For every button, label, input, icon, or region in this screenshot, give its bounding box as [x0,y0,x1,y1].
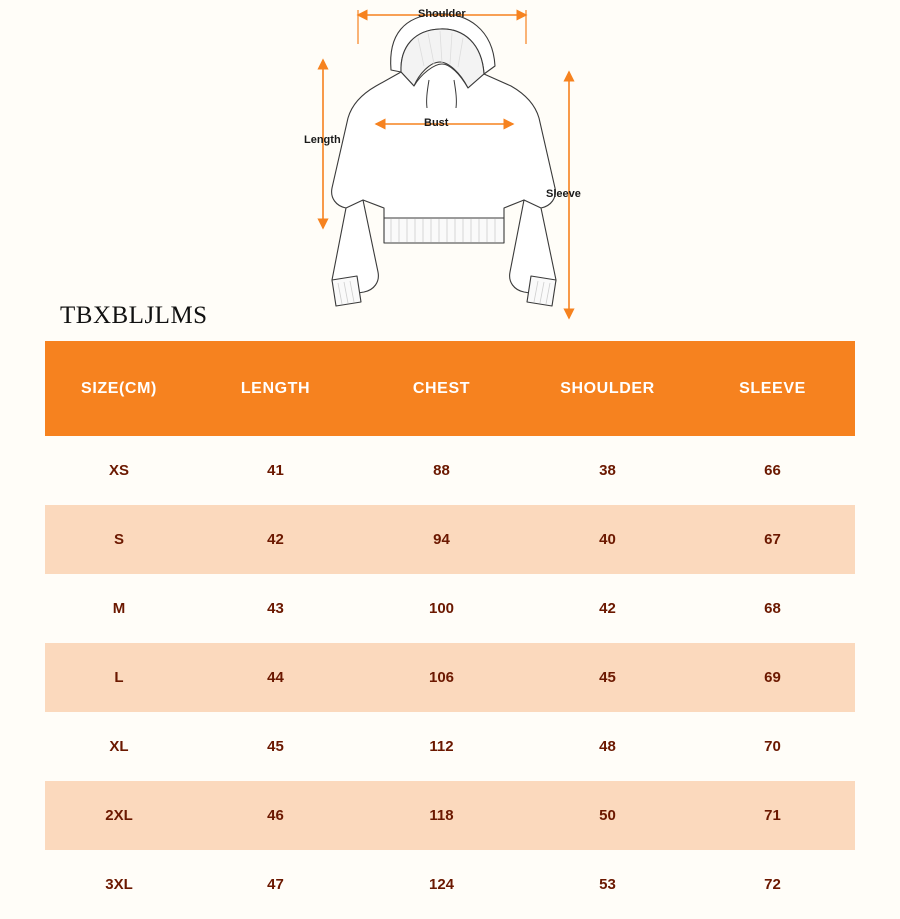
cell-sleeve: 66 [764,462,781,479]
cell-chest: 112 [429,738,454,755]
table-row [45,643,855,712]
dimension-label-sleeve: Sleeve [546,188,581,200]
cell-shoulder: 53 [599,876,616,893]
brand-name: TBXBLJLMS [60,302,208,329]
table-row [45,712,855,781]
hoodie-illustration [288,0,618,330]
table-row [45,436,855,505]
cell-size: XL [109,738,129,755]
cell-sleeve: 72 [764,876,781,893]
cell-length: 44 [193,643,358,712]
cell-length: 46 [193,781,358,850]
cell-length: 45 [267,738,284,755]
column-header-size: SIZE(CM) [45,341,193,436]
cell-chest: 94 [358,505,525,574]
cell-chest: 100 [428,600,455,617]
cell-size: S [45,505,193,574]
dimension-label-length: Length [304,134,341,146]
dimension-label-bust: Bust [424,117,449,129]
cell-shoulder: 38 [599,462,616,479]
cell-sleeve: 71 [690,781,855,850]
cell-shoulder: 50 [525,781,690,850]
table-row [45,781,855,850]
cell-shoulder: 40 [525,505,690,574]
cell-size: 3XL [105,876,133,893]
table-row [45,505,855,574]
cell-chest: 118 [358,781,525,850]
cell-sleeve: 69 [690,643,855,712]
cell-sleeve: 68 [764,600,781,617]
table-row [45,850,855,919]
dimension-label-shoulder: Shoulder [418,8,466,20]
cell-sleeve: 70 [764,738,781,755]
cell-shoulder: 42 [599,600,616,617]
cell-size: L [45,643,193,712]
table-header-row [45,341,855,436]
table-row [45,574,855,643]
cell-length: 47 [267,876,284,893]
size-diagram [0,0,900,330]
size-chart-table [45,341,855,919]
cell-chest: 88 [433,462,450,479]
cell-shoulder: 48 [599,738,616,755]
cell-length: 42 [193,505,358,574]
cell-size: 2XL [45,781,193,850]
cell-size: M [112,600,126,617]
cell-chest: 124 [428,876,455,893]
column-header-chest: CHEST [358,341,525,436]
cell-length: 43 [267,600,284,617]
cell-length: 41 [267,462,284,479]
cell-size: XS [108,462,129,479]
cell-chest: 106 [358,643,525,712]
column-header-length: LENGTH [193,341,358,436]
cell-sleeve: 67 [690,505,855,574]
column-header-shoulder: SHOULDER [525,341,690,436]
column-header-sleeve: SLEEVE [690,341,855,436]
cell-shoulder: 45 [525,643,690,712]
